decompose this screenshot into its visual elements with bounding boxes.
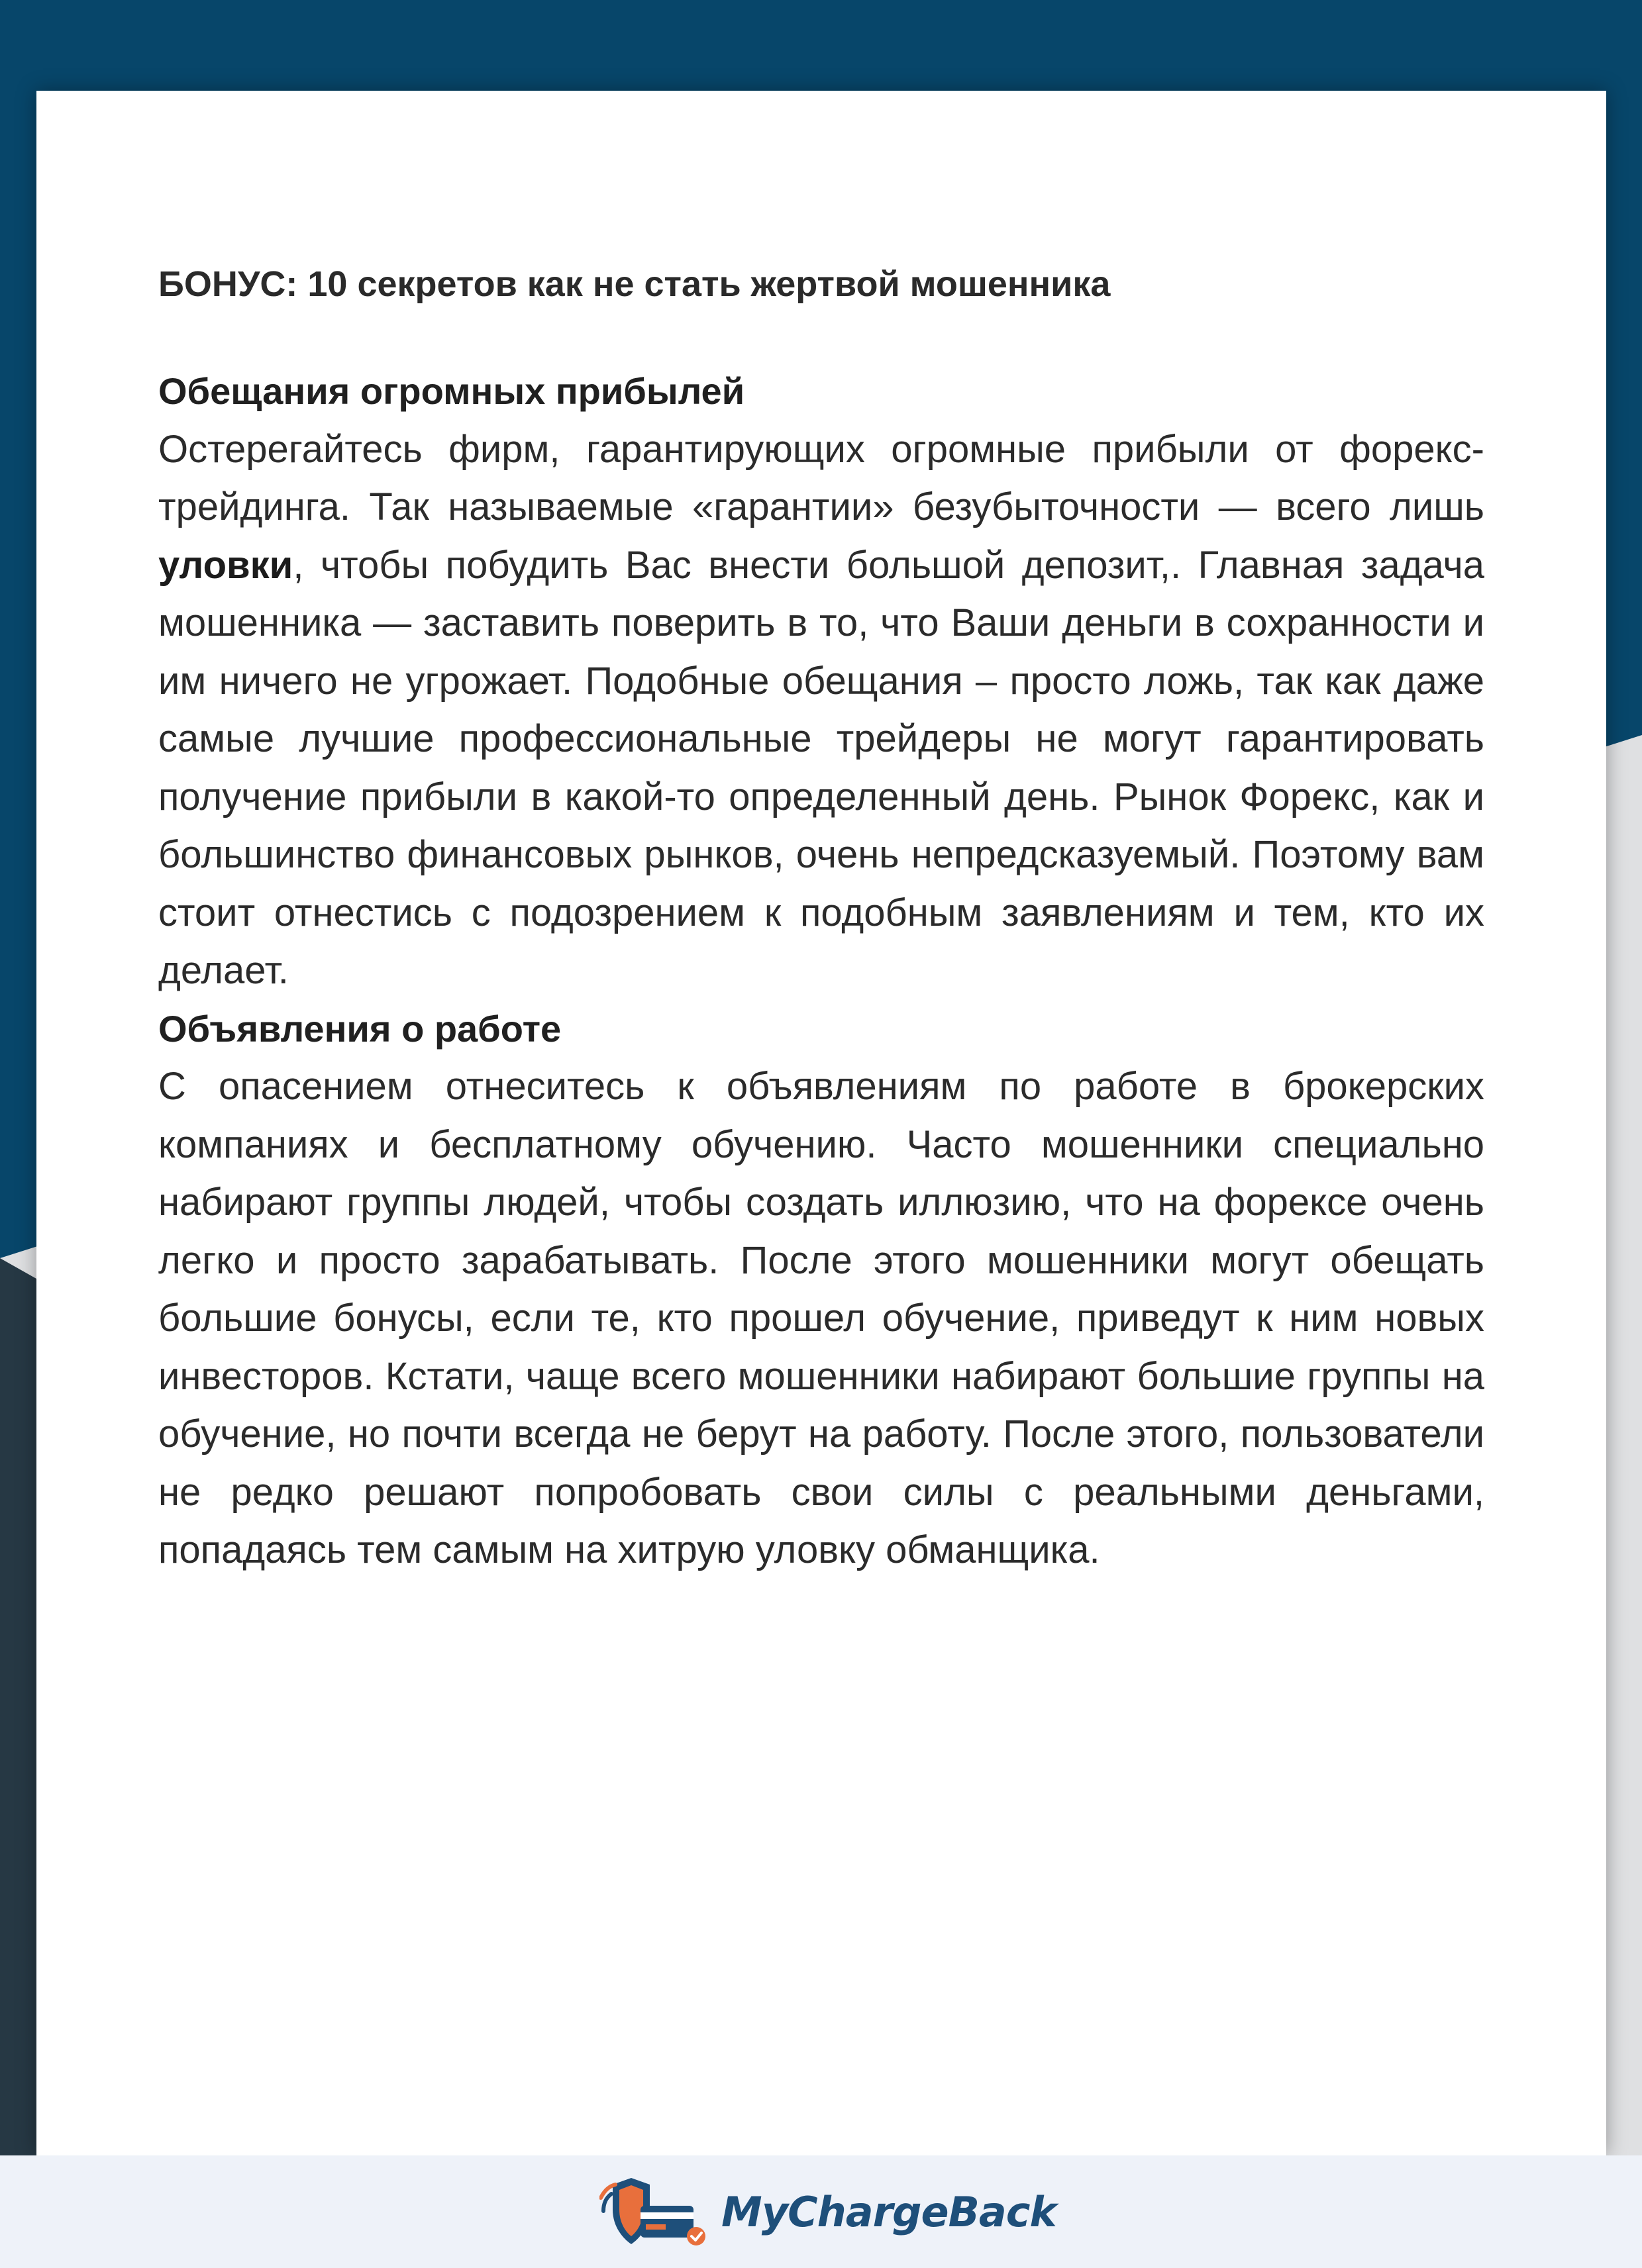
paragraph-text-end: , чтобы побудить Вас внести большой депозит,. Главная задача мошенника — заставить поверить в то, что Ваши деньги в сохранности и им ничего не угрожает. Подобные обещания – просто ложь, так как даже самые лучшие профессиональные трейдеры не могут гарантировать получение прибыли в какой-то определенный день. Рынок Форекс, как и большинство финансовых рынков, очень непредсказуемый. Поэтому вам стоит отнестись с подозрением к подобным заявлениям и тем, кто их делает. xyxy=(158,543,1484,992)
brand-logo[interactable] xyxy=(599,2175,1056,2248)
bold-word-tricks: уловки xyxy=(158,543,293,587)
section-heading-profits: Обещания огромных прибылей xyxy=(158,370,745,412)
paragraph-text-start: Остерегайтесь фирм, гарантирующих огромные прибыли от форекс-трейдинга. Так называемые «гарантии» безубыточности — всего лишь xyxy=(158,427,1484,528)
brand-name: MyChargeBack xyxy=(721,2187,1056,2236)
section-heading-jobs: Объявления о работе xyxy=(158,1007,562,1050)
section-paragraph-jobs: С опасением отнеситесь к объявлениям по работе в брокерских компаниях и бесплатному обучению. Часто мошенники специально набирают группы людей, чтобы создать иллюзию, что на форексе очень легко и просто зарабатывать. После этого мошенники могут обещать большие бонусы, если те, кто прошел обучение, приведут к ним новых инвесторов. Кстати, чаще всего мошенники набирают большие группы на обучение, но почти всегда не берут на работу. После этого, пользователи не редко решают попробовать свои силы с реальными деньгами, попадаясь тем самым на хитрую уловку обманщика. xyxy=(158,1065,1484,1571)
footer xyxy=(0,2155,1642,2268)
shield-card-icon xyxy=(599,2175,712,2248)
document-content xyxy=(158,258,1484,1579)
section-paragraph-profits xyxy=(158,420,1484,1000)
document-page xyxy=(36,91,1606,2155)
document-title: БОНУС: 10 секретов как не стать жертвой мошенника xyxy=(158,264,1111,304)
